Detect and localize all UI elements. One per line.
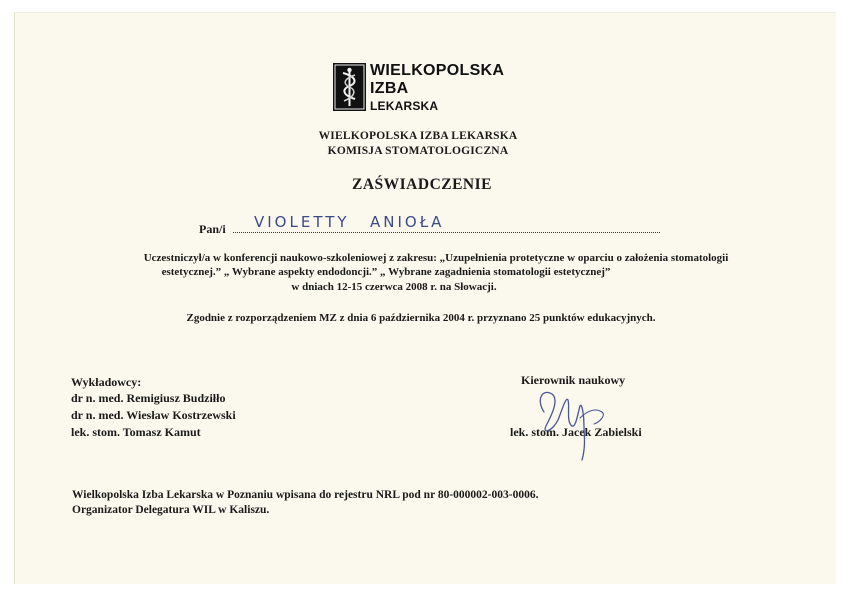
lecturer-1: dr n. med. Remigiusz Budziłło: [71, 391, 226, 405]
body-line-3: w dniach 12-15 czerwca 2008 r. na Słowacji.: [291, 281, 497, 293]
points-statement: Zgodnie z rozporządzeniem MZ z dnia 6 października 2004 r. przyznano 25 punktów edukacyjnych.: [186, 312, 656, 324]
scientific-head-name: lek. stom. Jacek Zabielski: [510, 425, 642, 439]
commission-name: KOMISJA STOMATOLOGICZNA: [327, 145, 509, 157]
recipient-label: Pan/i: [199, 222, 226, 236]
logo-line-3: LEKARSKA: [370, 99, 439, 113]
body-line-1: Uczestniczył/a w konferencji naukowo-szkoleniowej z zakresu: „Uzupełnienia protetyczne w oparciu o założenia stomatologii: [143, 252, 729, 264]
lecturers-heading: Wykładowcy:: [71, 375, 142, 389]
footer-organizer: Organizator Delegatura WIL w Kaliszu.: [72, 504, 270, 516]
footer-registration: Wielkopolska Izba Lekarska w Poznaniu wpisana do rejestru NRL pod nr 80-000002-003-0006.: [72, 489, 539, 501]
caduceus-icon: [333, 63, 366, 111]
certificate-title: ZAŚWIADCZENIE: [351, 176, 493, 193]
lecturer-3: lek. stom. Tomasz Kamut: [71, 425, 201, 439]
logo-line-1: WIELKOPOLSKA: [370, 62, 505, 79]
signature-icon: [532, 382, 622, 462]
recipient-dotted-line: [233, 232, 660, 233]
recipient-first-name: VIOLETTY: [254, 213, 350, 231]
scientific-head-heading: Kierownik naukowy: [521, 373, 626, 387]
body-line-2: estetycznej.” „ Wybrane aspekty endodoncji.” „ Wybrane zagadnienia stomatologii estetycznej”: [161, 266, 611, 278]
lecturer-2: dr n. med. Wiesław Kostrzewski: [71, 408, 236, 422]
recipient-last-name: ANIOŁA: [370, 213, 445, 231]
logo-line-2: IZBA: [370, 80, 409, 97]
organization-name: WIELKOPOLSKA IZBA LEKARSKA: [318, 130, 518, 142]
